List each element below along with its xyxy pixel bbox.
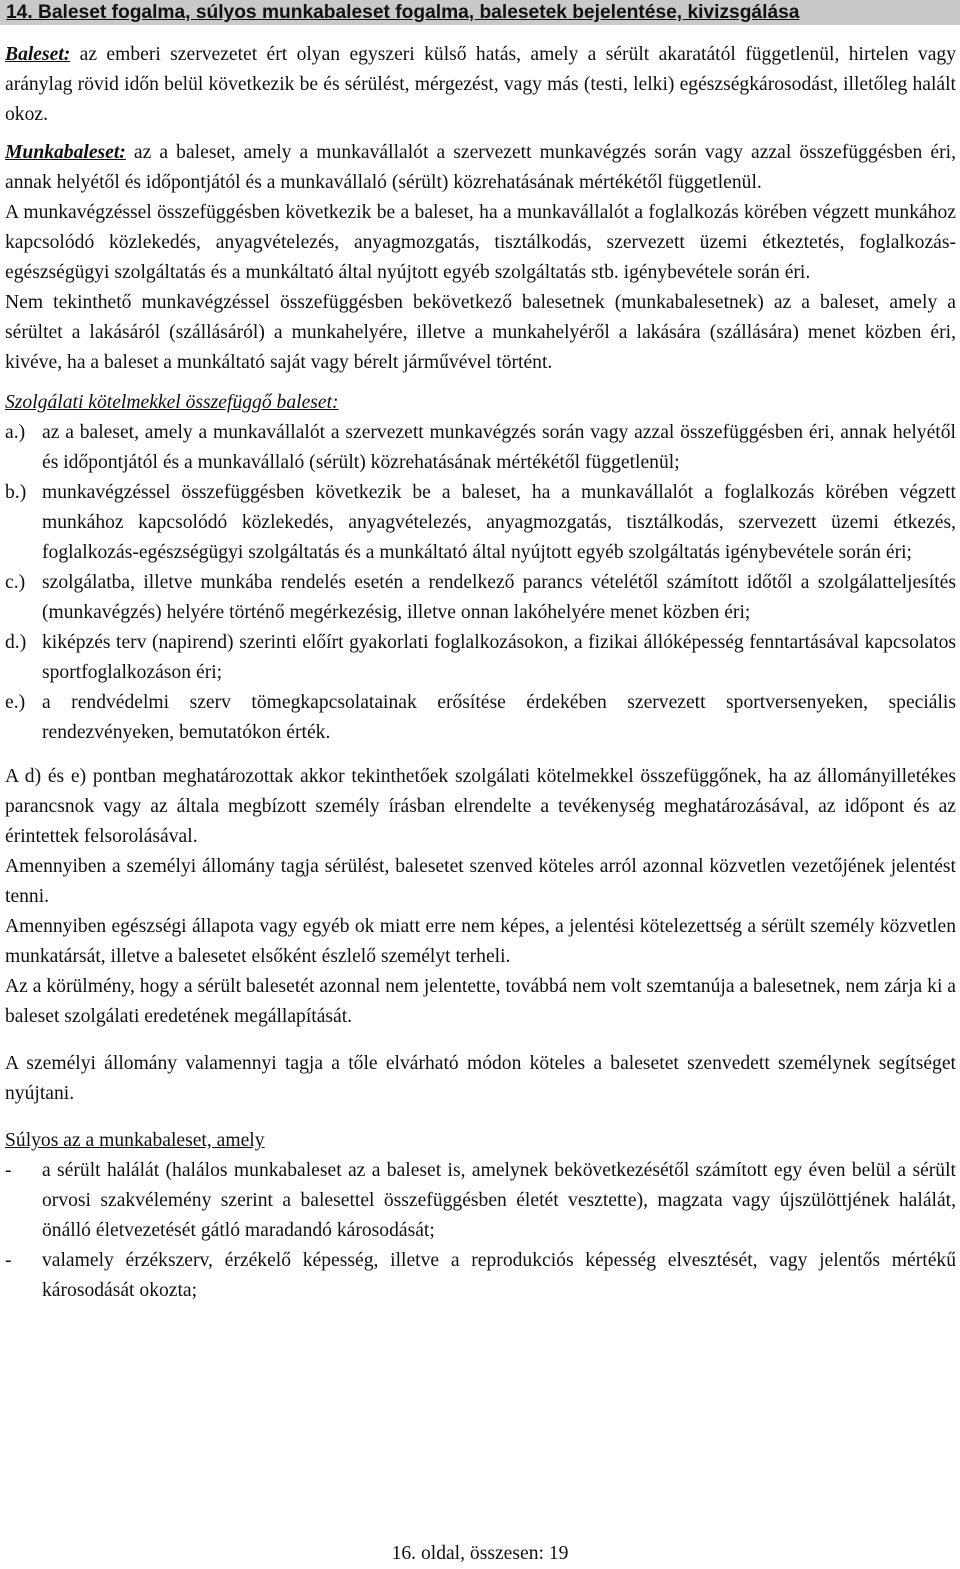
list-item-label: c.) [5, 572, 26, 593]
munkabaleset-definition [5, 138, 956, 198]
szolgalati-list [5, 418, 956, 748]
list-item [5, 1246, 956, 1306]
list-item [5, 418, 956, 478]
sulyos-heading: Súlyos az a munkabaleset, amely [5, 1130, 265, 1151]
baleset-definition [5, 40, 956, 130]
list-item-label: b.) [5, 482, 27, 503]
paragraph-nem-tekintheto: Nem tekinthető munkavégzéssel összefüggésben bekövetkező balesetnek (munkabalesetnek) az a baleset, amely a sérültet a lakásáról (szállásáról) a munkahelyére, illetve a munkahelyéről a lakására (szállására) menet közben éri, kivéve, ha a baleset a munkáltató saját vagy bérelt járművével történt. [5, 292, 956, 373]
paragraph-d-e: A d) és e) pontban meghatározottak akkor tekinthetőek szolgálati kötelmekkel összefüggőnek, ha az állományilletékes parancsnok vagy az általa megbízott személy írásban elrendelte a tevékenység meghatározásával, az időpont és az érintettek felsorolásával. [5, 766, 956, 847]
document-body [5, 40, 956, 1306]
sulyos-list [5, 1156, 956, 1306]
munkabaleset-text: az a baleset, amely a munkavállalót a szervezett munkavégzés során vagy azzal összefüggésben éri, annak helyétől és időpontjától és a munkavállaló (sérült) közrehatásának mértékétől függetlenül. [5, 142, 956, 193]
paragraph-egeszsegi: Amennyiben egészségi állapota vagy egyéb ok miatt erre nem képes, a jelentési kötelezettség a sérült személy közvetlen munkatársát, illetve a balesetet elsőként észlelő személyt terheli. [5, 916, 956, 967]
list-item [5, 568, 956, 628]
list-item-text: az a baleset, amely a munkavállalót a szervezett munkavégzés során vagy azzal összefüggésben éri, annak helyétől és időpontjától és a munkavállaló (sérült) közrehatásának mértékétől függetlenül; [42, 422, 956, 473]
list-item-text: szolgálatba, illetve munkába rendelés esetén a rendelkező parancs vételétől számított időtől a szolgálatteljesítés (munkavégzés) helyére történő megérkezésig, illetve onnan lakóhelyére menet közben éri; [42, 572, 956, 623]
list-item [5, 478, 956, 568]
list-item-label: a.) [5, 422, 26, 443]
list-item-label: d.) [5, 632, 27, 653]
list-item-text: munkavégzéssel összefüggésben következik be a baleset, ha a munkavállalót a foglalkozás körében végzett munkához kapcsolódó közlekedés, anyagvételezés, anyagmozgatás, tisztálkodás, szervezett üzemi étkezés, foglalkozás-egészségügyi szolgáltatás és a munkáltató által nyújtott egyéb szolgáltatás igénybevétele során éri; [42, 482, 956, 563]
list-item-text: a rendvédelmi szerv tömegkapcsolatainak erősítése érdekében szervezett sportversenyeken, speciális rendezvényeken, bemutatókon érték. [42, 692, 956, 743]
page-number: 16. oldal, összesen: 19 [391, 1543, 569, 1564]
list-item-label: - [5, 1160, 12, 1181]
list-item-label: e.) [5, 692, 26, 713]
baleset-text: az emberi szervezetet ért olyan egyszeri külső hatás, amely a sérült akaratától függetlenül, hirtelen vagy aránylag rövid időn belül következik be és sérülést, mérgezést, vagy más (testi, lelki) egészségkárosodást, illetőleg halált okoz. [5, 44, 956, 125]
baleset-term: Baleset: [5, 44, 71, 65]
page-title: 14. Baleset fogalma, súlyos munkabaleset fogalma, balesetek bejelentése, kivizsgálása [0, 0, 960, 25]
szolgalati-heading: Szolgálati kötelmekkel összefüggő baleset: [5, 392, 339, 413]
list-item-text: valamely érzékszerv, érzékelő képesség, illetve a reprodukciós képesség elvesztését, vagy jelentős mértékű károsodását okozta; [42, 1250, 956, 1301]
list-item [5, 628, 956, 688]
list-item-text: kiképzés terv (napirend) szerinti előírt gyakorlati foglalkozásokon, a fizikai állóképesség fenntartásával kapcsolatos sportfoglalkozáson éri; [42, 632, 956, 683]
list-item-label: - [5, 1250, 12, 1271]
list-item-text: a sérült halálát (halálos munkabaleset az a baleset is, amelynek bekövetkezésétől számított egy éven belül a sérült orvosi szakvélemény szerint a balesettel összefüggésben életét vesztette), magzata vagy újszülöttjének halálát, önálló életvezetését gátló maradandó károsodását; [42, 1160, 956, 1241]
munkabaleset-term: Munkabaleset: [5, 142, 126, 163]
paragraph-osszefugges: A munkavégzéssel összefüggésben következik be a baleset, ha a munkavállalót a foglalkozás körében végzett munkához kapcsolódó közlekedés, anyagvételezés, anyagmozgatás, tisztálkodás, szervezett üzemi étkeztetés, foglalkozás-egészségügyi szolgáltatás és a munkáltató által nyújtott egyéb szolgáltatás stb. igénybevétele során éri. [5, 202, 956, 283]
paragraph-jelentes: Amennyiben a személyi állomány tagja sérülést, balesetet szenved köteles arról azonnal közvetlen vezetőjének jelentést tenni. [5, 856, 956, 907]
list-item [5, 688, 956, 748]
paragraph-segitseg: A személyi állomány valamennyi tagja a tőle elvárható módon köteles a balesetet szenvedett személynek segítséget nyújtani. [5, 1053, 956, 1104]
paragraph-korulmeny: Az a körülmény, hogy a sérült balesetét azonnal nem jelentette, továbbá nem volt szemtanúja a balesetnek, nem zárja ki a baleset szolgálati eredetének megállapítását. [5, 976, 956, 1027]
list-item [5, 1156, 956, 1246]
